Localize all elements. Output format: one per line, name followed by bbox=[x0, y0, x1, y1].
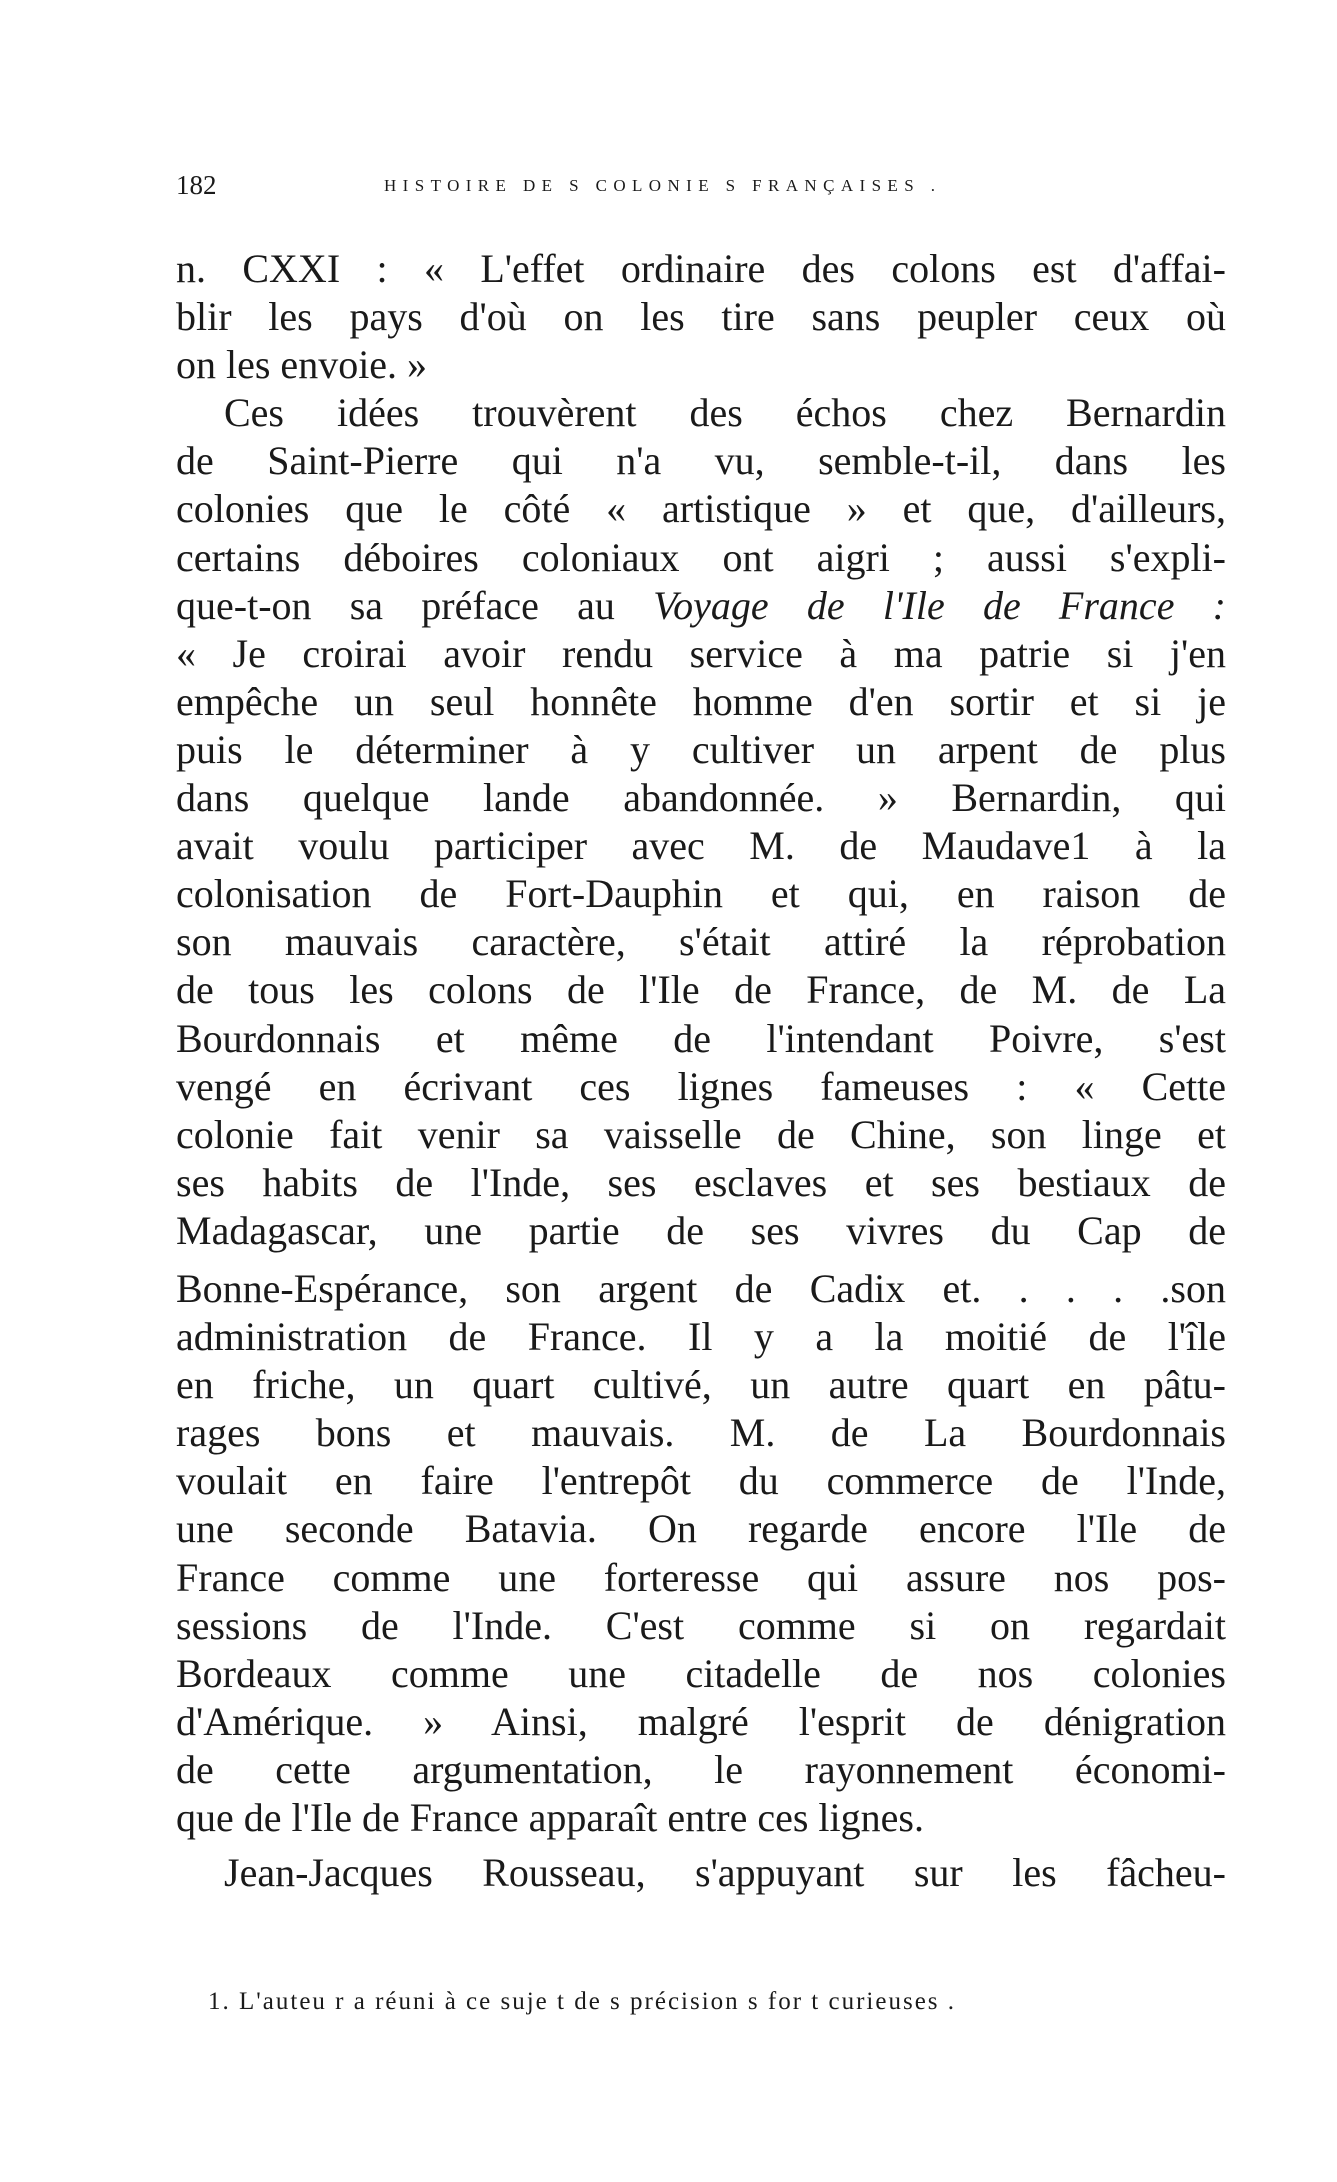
text-line: colonie fait venir sa vaisselle de Chine, son linge et bbox=[176, 1111, 1226, 1157]
text-line: empêche un seul honnête homme d'en sortir et si je bbox=[176, 678, 1226, 724]
text-line: de cette argumentation, le rayonnement économi- bbox=[176, 1746, 1226, 1792]
body-text bbox=[176, 245, 1226, 1897]
text-line: avait voulu participer avec M. de Maudave1 à la bbox=[176, 823, 1226, 869]
text-line: une seconde Batavia. On regarde encore l'Ile de bbox=[176, 1506, 1226, 1552]
text-line: Bordeaux comme une citadelle de nos colonies bbox=[176, 1650, 1226, 1696]
text-line: sessions de l'Inde. C'est comme si on regardait bbox=[176, 1602, 1226, 1648]
paragraph-start-line: Jean-Jacques Rousseau, s'appuyant sur les fâcheu- bbox=[224, 1850, 1226, 1896]
text-line bbox=[176, 582, 1226, 630]
text-line: que de l'Ile de France apparaît entre ces lignes. bbox=[176, 1795, 924, 1840]
running-head bbox=[176, 170, 1176, 210]
text-line: en friche, un quart cultivé, un autre quart en pâtu- bbox=[176, 1362, 1226, 1408]
text-line: son mauvais caractère, s'était attiré la réprobation bbox=[176, 919, 1226, 965]
text-line: certains déboires coloniaux ont aigri ; aussi s'expli- bbox=[176, 534, 1226, 580]
paragraph-start-line: Ces idées trouvèrent des échos chez Bernardin bbox=[224, 390, 1226, 436]
text-line: blir les pays d'où on les tire sans peupler ceux où bbox=[176, 294, 1226, 340]
text-line: France comme une forteresse qui assure nos pos- bbox=[176, 1554, 1226, 1600]
text-line: de tous les colons de l'Ile de France, de M. de La bbox=[176, 967, 1226, 1013]
running-title: HISTOIRE DE S COLONIE S FRANÇAISES . bbox=[384, 176, 942, 195]
footnote: 1. L'auteu r a réuni à ce suje t de s précision s for t curieuses . bbox=[208, 1988, 957, 2015]
text-line: d'Amérique. » Ainsi, malgré l'esprit de dénigration bbox=[176, 1698, 1226, 1744]
italic-book-title: Voyage de l'Ile de France : bbox=[653, 582, 1226, 628]
text-line: Bourdonnais et même de l'intendant Poivre, s'est bbox=[176, 1015, 1226, 1061]
text-line: rages bons et mauvais. M. de La Bourdonnais bbox=[176, 1410, 1226, 1456]
text-line: Bonne-Espérance, son argent de Cadix et. . . . .son bbox=[176, 1265, 1226, 1311]
text-line: colonisation de Fort-Dauphin et qui, en raison de bbox=[176, 871, 1226, 917]
text-line: ses habits de l'Inde, ses esclaves et ses bestiaux de bbox=[176, 1159, 1226, 1205]
text-segment: que-t-on sa préface au bbox=[176, 582, 615, 628]
text-line: dans quelque lande abandonnée. » Bernardin, qui bbox=[176, 775, 1226, 821]
text-line: n. CXXI : « L'effet ordinaire des colons est d'affai- bbox=[176, 246, 1226, 291]
text-line: vengé en écrivant ces lignes fameuses : « Cette bbox=[176, 1063, 1226, 1109]
text-line: « Je croirai avoir rendu service à ma patrie si j'en bbox=[176, 630, 1226, 676]
text-line: voulait en faire l'entrepôt du commerce de l'Inde, bbox=[176, 1458, 1226, 1504]
page-number: 182 bbox=[176, 170, 217, 200]
text-line: Madagascar, une partie de ses vivres du Cap de bbox=[176, 1207, 1226, 1253]
text-line: puis le déterminer à y cultiver un arpent de plus bbox=[176, 726, 1226, 772]
text-line: de Saint-Pierre qui n'a vu, semble-t-il, dans les bbox=[176, 438, 1226, 484]
text-line: administration de France. Il y a la moitié de l'île bbox=[176, 1314, 1226, 1360]
text-line: colonies que le côté « artistique » et que, d'ailleurs, bbox=[176, 486, 1226, 532]
text-line: on les envoie. » bbox=[176, 342, 428, 388]
